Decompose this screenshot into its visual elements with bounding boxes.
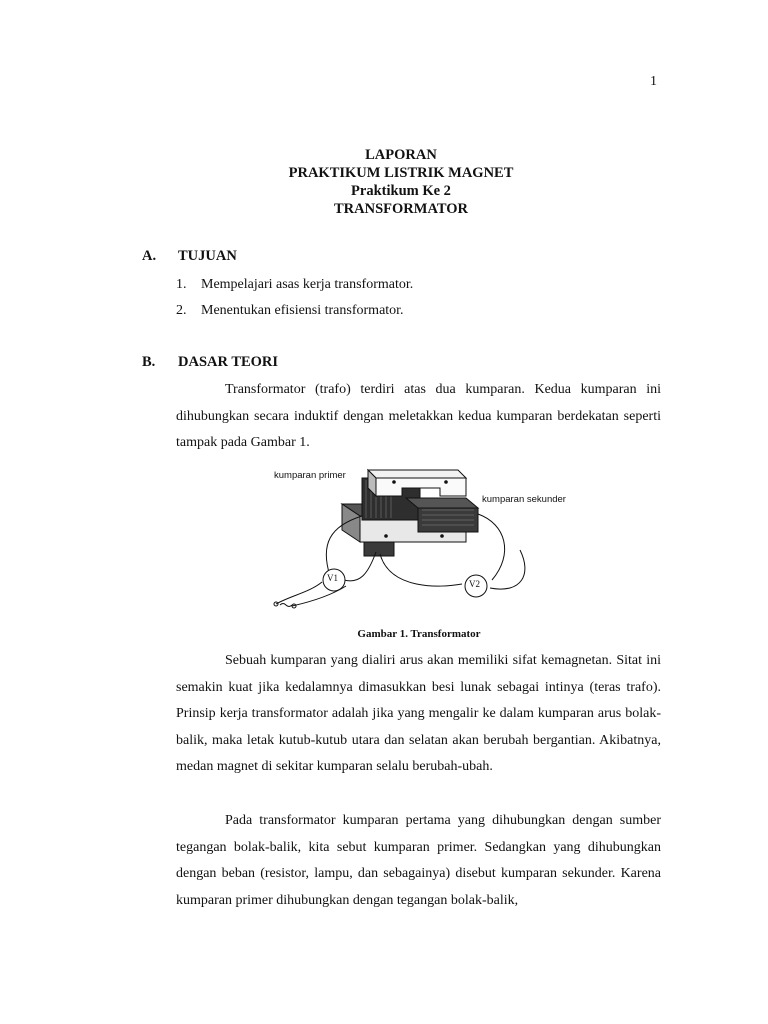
list-item-text: Menentukan efisiensi transformator.	[201, 303, 404, 318]
list-item	[176, 303, 404, 319]
title-line-2: PRAKTIKUM LISTRIK MAGNET	[288, 165, 514, 181]
secondary-coil-label: kumparan sekunder	[482, 494, 566, 505]
section-b-label: DASAR TEORI	[178, 354, 279, 370]
section-b-letter: B.	[142, 354, 156, 370]
section-a-label: TUJUAN	[178, 248, 237, 264]
title-line-3: Praktikum Ke 2	[351, 183, 451, 199]
document-title	[0, 146, 768, 218]
section-a-letter: A.	[142, 248, 157, 264]
figure-caption: Gambar 1. Transformator	[357, 628, 481, 640]
list-item-number: 2.	[176, 303, 187, 318]
paragraph-magnetism: Sebuah kumparan yang dialiri arus akan memiliki sifat kemagnetan. Sitat ini semakin kuat jika kedalamnya dimasukkan besi lunak sebagai intinya (teras trafo). Prinsip kerja transformator adalah jika yang mengalir ke dalam kumparan arus bolak-balik, maka letak kutub-kutub utara dan selatan akan berubah bergantian. Akibatnya, medan magnet di sekitar kumparan selalu berubah-ubah.	[176, 653, 661, 775]
title-line-1: LAPORAN	[365, 147, 437, 163]
page-number: 1	[650, 74, 657, 89]
primary-coil-label: kumparan primer	[274, 470, 346, 481]
paragraph-intro: Transformator (trafo) terdiri atas dua kumparan. Kedua kumparan ini dihubungkan secara induktif dengan meletakkan kedua kumparan berdekatan seperti tampak pada Gambar 1.	[176, 382, 661, 451]
voltmeter-2-label: V2	[469, 579, 480, 589]
list-item-number: 1.	[176, 277, 187, 292]
list-item	[176, 277, 413, 293]
transformer-illustration	[270, 464, 580, 616]
title-line-4: TRANSFORMATOR	[334, 201, 468, 217]
transformer-figure	[270, 464, 580, 616]
list-item-text: Mempelajari asas kerja transformator.	[201, 277, 414, 292]
voltmeter-1-label: V1	[327, 573, 338, 583]
paragraph-primary-secondary: Pada transformator kumparan pertama yang dihubungkan dengan sumber tegangan bolak-balik, kita sebut kumparan primer. Sedangkan yang dihubungkan dengan beban (resistor, lampu, dan sebagainya) disebut kumparan sekunder. Karena kumparan primer dihubungkan dengan tegangan bolak-balik,	[176, 813, 661, 908]
